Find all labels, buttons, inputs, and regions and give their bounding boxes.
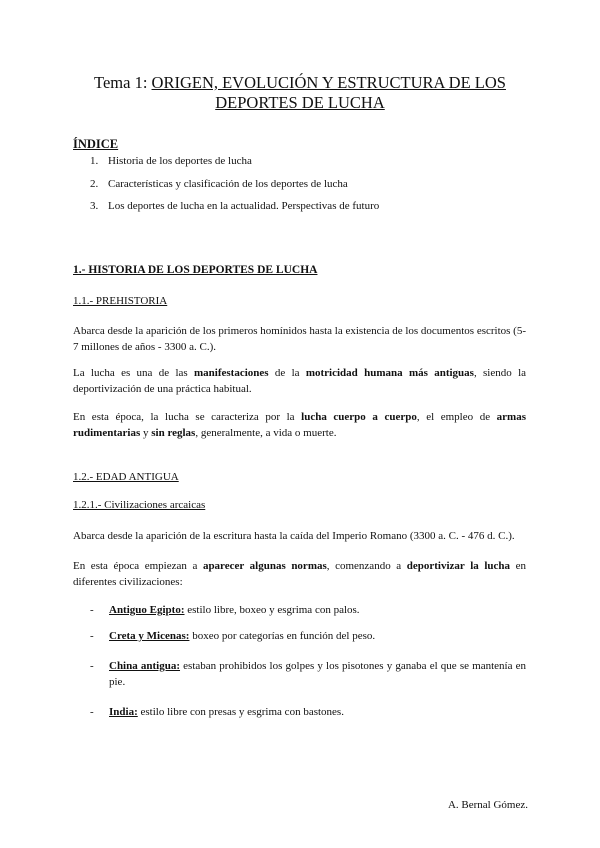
text-run: En esta época, la lucha se caracteriza por la	[73, 411, 302, 423]
index-item-text: Características y clasificación de los deportes de lucha	[108, 178, 348, 190]
text-run: , comenzando a	[326, 560, 407, 572]
prehistoria-paragraph-3	[73, 409, 526, 441]
list-item	[90, 658, 526, 690]
list-item-body: estilo libre, boxeo y esgrima con palos.	[184, 604, 360, 616]
section-1-heading: 1.- HISTORIA DE LOS DEPORTES DE LUCHA	[73, 264, 318, 276]
list-item-text	[90, 704, 526, 720]
bold-run: manifestaciones	[194, 367, 269, 379]
text-run: de la	[268, 367, 306, 379]
bold-run: aparecer algunas normas	[202, 560, 327, 572]
index-item-number: 2.	[90, 178, 99, 190]
bullet-dash: -	[90, 706, 94, 718]
section-1-1-heading: 1.1.- PREHISTORIA	[73, 295, 168, 307]
list-item-label: China antigua:	[109, 660, 181, 672]
bold-run: deportivizar la lucha	[406, 560, 511, 572]
list-item-label: Antiguo Egipto:	[109, 604, 185, 616]
bullet-dash: -	[90, 660, 94, 672]
bullet-dash: -	[90, 630, 94, 642]
bold-run: motricidad humana más antiguas	[305, 367, 474, 379]
section-1-2-1-heading: 1.2.1.- Civilizaciones arcaicas	[73, 499, 206, 511]
bold-run: sin reglas	[151, 427, 196, 439]
list-item-label: Creta y Micenas:	[109, 630, 190, 642]
index-item-number: 1.	[90, 155, 99, 167]
list-item-body: estaban prohibidos los golpes y los pisotones y ganaba el que se mantenía en pie.	[109, 660, 526, 688]
text-run: La lucha es una de las	[73, 367, 194, 379]
list-item-body: boxeo por categorías en función del peso.	[189, 630, 376, 642]
text-run: En esta época empiezan a	[73, 560, 203, 572]
list-item	[90, 704, 526, 720]
text-run: , el empleo de	[416, 411, 497, 423]
prehistoria-paragraph-1: Abarca desde la aparición de los primeros homínidos hasta la existencia de los documentos escritos (5-7 millones de años - 3300 a. C.).	[73, 325, 527, 353]
index-item-number: 3.	[90, 200, 99, 212]
list-item-text	[90, 658, 526, 690]
bullet-dash: -	[90, 604, 94, 616]
section-1-2-heading: 1.2.- EDAD ANTIGUA	[73, 471, 179, 483]
list-item-label: India:	[109, 706, 138, 718]
text-run: en diferentes civilizaciones:	[73, 560, 526, 588]
list-item	[90, 628, 526, 644]
text-run: y	[140, 427, 152, 439]
index-item-text: Los deportes de lucha en la actualidad. Perspectivas de futuro	[108, 200, 380, 212]
page-title	[0, 73, 600, 113]
text-run: , siendo la deportivización de una práctica habitual.	[73, 367, 527, 395]
index-item	[90, 155, 252, 167]
title-main-line-1: ORIGEN, EVOLUCIÓN Y ESTRUCTURA DE LOS	[151, 73, 506, 92]
bold-run: armas rudimentarias	[73, 411, 526, 439]
index-item	[90, 178, 348, 190]
text-run: , generalmente, a vida o muerte.	[195, 427, 337, 439]
edad-antigua-paragraph-1: Abarca desde la aparición de la escritura hasta la caída del Imperio Romano (3300 a. C. - 476 d. C.).	[73, 530, 515, 542]
index-item-text: Historia de los deportes de lucha	[108, 155, 252, 167]
edad-antigua-paragraph-2	[73, 558, 526, 590]
index-item	[90, 200, 379, 212]
title-main-line-2: DEPORTES DE LUCHA	[215, 93, 385, 112]
title-prefix: Tema 1:	[94, 73, 148, 92]
bold-run: lucha cuerpo a cuerpo	[301, 411, 417, 423]
list-item-text	[90, 602, 526, 618]
prehistoria-paragraph-2	[73, 365, 526, 397]
list-item-body: estilo libre con presas y esgrima con bastones.	[137, 706, 344, 718]
footer-author: A. Bernal Gómez.	[447, 799, 528, 811]
title-line-1	[0, 73, 600, 93]
index-heading: ÍNDICE	[73, 137, 119, 151]
list-item	[90, 602, 526, 618]
list-item-text	[90, 628, 526, 644]
